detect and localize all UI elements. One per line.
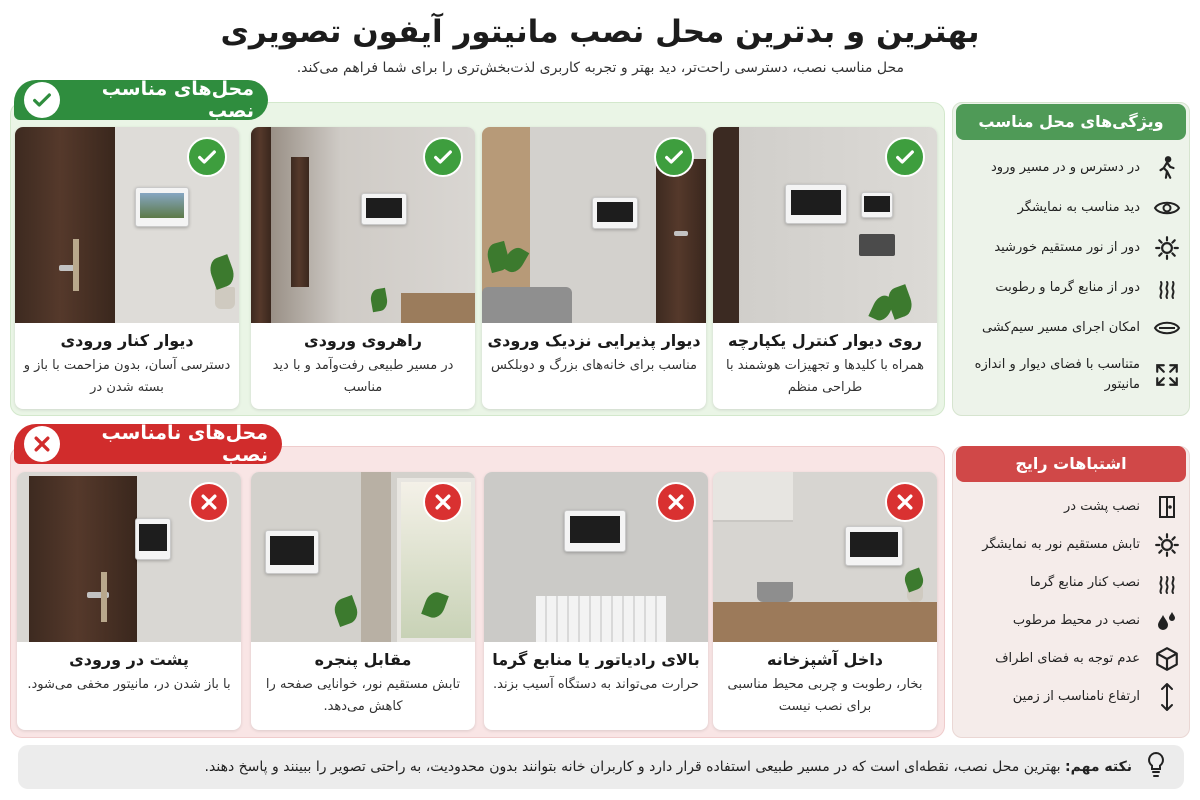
note-body: بهترین محل نصب، نقطه‌ای است که در مسیر طبیعی استفاده قرار دارد و کاربران خانه بتوانند بدون محدودیت، به راحتی تصویر را ببینند و پاسخ دهند. xyxy=(204,759,1061,775)
feature-item: امکان اجرای مسیر سیم‌کشی xyxy=(962,311,1184,345)
mistake-item: نصب در محیط مرطوب xyxy=(962,604,1184,638)
good-card-control-wall xyxy=(713,127,937,409)
bad-section-title: محل‌های نامناسب نصب xyxy=(101,422,268,466)
feature-item: متناسب با فضای دیوار و اندازه مانیتور xyxy=(962,355,1184,395)
mistake-item: تابش مستقیم نور به نمایشگر xyxy=(962,528,1184,562)
card-description: با باز شدن در، مانیتور مخفی می‌شود. xyxy=(27,677,231,692)
control-wall-photo xyxy=(713,127,937,323)
bad-section-label xyxy=(14,424,282,464)
good-card-reception-wall xyxy=(482,127,706,409)
eye-icon xyxy=(1150,191,1184,225)
feature-item: دید مناسب به نمایشگر xyxy=(962,191,1184,225)
x-badge-icon xyxy=(423,482,463,522)
card-title: روی دیوار کنترل یکپارچه xyxy=(728,331,922,350)
note-label: نکته مهم: xyxy=(1065,759,1132,775)
bad-card-kitchen xyxy=(713,472,937,730)
features-title: ویژگی‌های محل مناسب xyxy=(956,104,1186,140)
bad-card-behind-door xyxy=(17,472,241,730)
mistakes-title: اشتباهات رایج xyxy=(956,446,1186,482)
x-badge-icon xyxy=(885,482,925,522)
check-badge-icon xyxy=(423,137,463,177)
good-card-hallway xyxy=(251,127,475,409)
droplets-icon xyxy=(1150,604,1184,638)
card-description: در مسیر طبیعی رفت‌وآمد و با دید مناسب xyxy=(272,358,454,395)
card-title: مقابل پنجره xyxy=(314,650,412,669)
feature-item: دور از نور مستقیم خورشید xyxy=(962,231,1184,265)
page-title: بهترین و بدترین محل نصب مانیتور آیفون تصویری xyxy=(220,14,980,50)
check-circle-icon xyxy=(24,82,60,118)
reception-wall-photo xyxy=(482,127,706,323)
cable-icon xyxy=(1150,311,1184,345)
card-title: دیوار کنار ورودی xyxy=(60,331,194,350)
important-note xyxy=(18,745,1184,789)
bad-card-window xyxy=(251,472,475,730)
radiator-photo xyxy=(484,472,708,642)
check-badge-icon xyxy=(654,137,694,177)
good-section-title: محل‌های مناسب نصب xyxy=(101,78,254,122)
mistake-item: عدم توجه به فضای اطراف xyxy=(962,642,1184,676)
card-title: دیوار پذیرایی نزدیک ورودی xyxy=(487,331,701,350)
cube-icon xyxy=(1150,642,1184,676)
heat-waves-icon xyxy=(1150,566,1184,600)
card-title: داخل آشپزخانه xyxy=(766,650,884,669)
good-card-entrance-wall xyxy=(15,127,239,409)
hallway-photo xyxy=(251,127,475,323)
good-section-label xyxy=(14,80,268,120)
vertical-arrows-icon xyxy=(1150,680,1184,714)
heat-waves-icon xyxy=(1150,271,1184,305)
bad-card-radiator xyxy=(484,472,708,730)
card-title: پشت در ورودی xyxy=(69,650,189,669)
window-photo xyxy=(251,472,475,642)
card-description: بخار، رطوبت و چربی محیط مناسبی برای نصب نیست xyxy=(727,677,923,714)
sun-icon xyxy=(1150,528,1184,562)
door-icon xyxy=(1150,490,1184,524)
kitchen-photo xyxy=(713,472,937,642)
card-description: دسترسی آسان، بدون مزاحمت با باز و بسته شدن در xyxy=(23,358,231,395)
mistake-item: نصب پشت در xyxy=(962,490,1184,524)
card-title: بالای رادیاتور یا منابع گرما xyxy=(492,650,700,669)
card-description: حرارت می‌تواند به دستگاه آسیب بزند. xyxy=(493,677,699,692)
expand-arrows-icon xyxy=(1150,358,1184,392)
lightbulb-icon xyxy=(1144,751,1168,783)
card-description: مناسب برای خانه‌های بزرگ و دوبلکس xyxy=(490,358,698,373)
check-badge-icon xyxy=(885,137,925,177)
card-description: تابش مستقیم نور، خوانایی صفحه را کاهش می‌دهد. xyxy=(265,677,461,714)
walking-person-icon xyxy=(1150,151,1184,185)
feature-item: در دسترس و در مسیر ورود xyxy=(962,151,1184,185)
page-subtitle: محل مناسب نصب، دسترسی راحت‌تر، دید بهتر و تجربه کاربری لذت‌بخش‌تری را برای شما فراهم می‌کند. xyxy=(296,60,904,76)
sun-icon xyxy=(1150,231,1184,265)
entrance-wall-photo xyxy=(15,127,239,323)
x-circle-icon xyxy=(24,426,60,462)
x-badge-icon xyxy=(189,482,229,522)
check-badge-icon xyxy=(187,137,227,177)
note-text xyxy=(205,759,1132,775)
card-description: همراه با کلیدها و تجهیزات هوشمند با طراحی منظم xyxy=(726,358,924,395)
x-badge-icon xyxy=(656,482,696,522)
card-title: راهروی ورودی xyxy=(304,331,422,350)
behind-door-photo xyxy=(17,472,241,642)
mistake-item: نصب کنار منابع گرما xyxy=(962,566,1184,600)
mistake-item: ارتفاع نامناسب از زمین xyxy=(962,680,1184,714)
feature-item: دور از منابع گرما و رطوبت xyxy=(962,271,1184,305)
